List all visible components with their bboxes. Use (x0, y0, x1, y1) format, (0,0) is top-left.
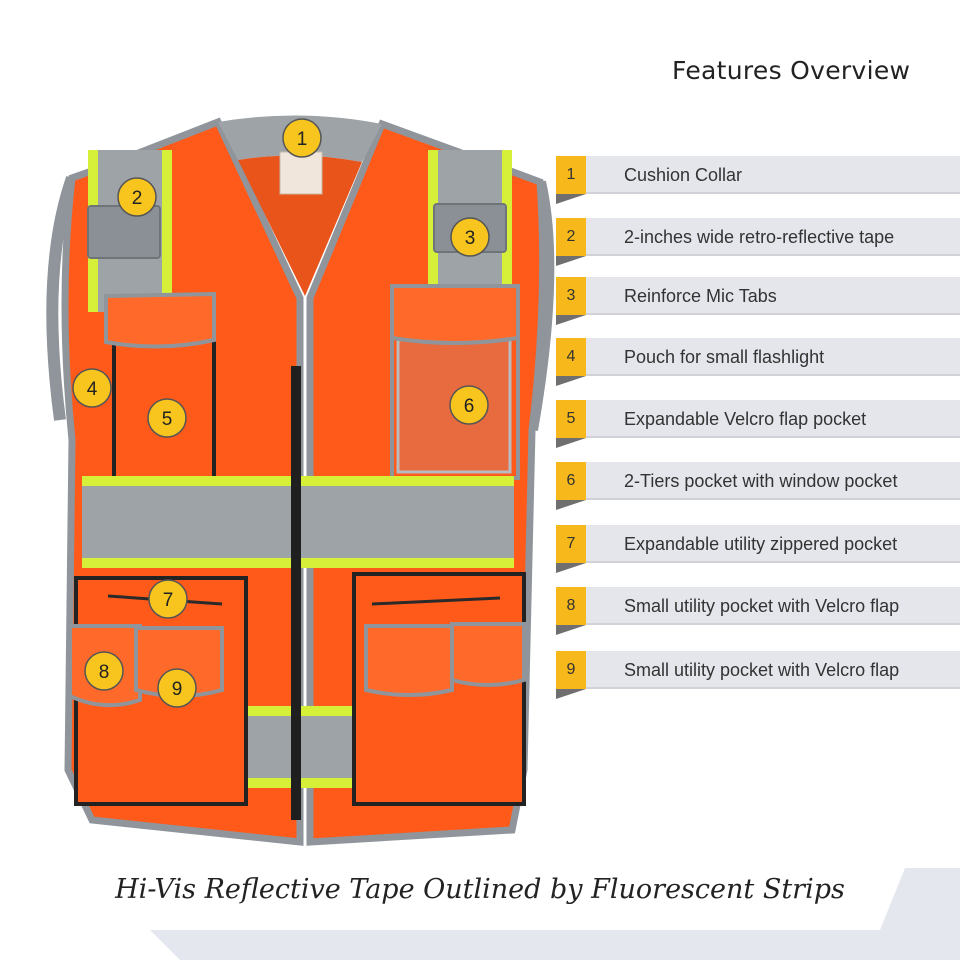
marker-1 (283, 119, 321, 157)
feature-row-1 (556, 156, 960, 194)
collar-tag (280, 152, 322, 194)
marker-5 (148, 399, 186, 437)
chest-pocket-right-flap (392, 286, 518, 343)
feature-number: 1 (556, 156, 586, 194)
features-heading: Features Overview (672, 56, 911, 85)
caption: Hi-Vis Reflective Tape Outlined by Fluorescent Strips (115, 874, 845, 905)
marker-label: 7 (162, 590, 174, 611)
feature-bar (586, 587, 960, 625)
feature-bar (586, 338, 960, 376)
feature-bar (586, 218, 960, 256)
feature-label: Small utility pocket with Velcro flap (624, 596, 900, 616)
feature-number: 9 (556, 651, 586, 689)
feature-number: 8 (556, 587, 586, 625)
feature-label: Pouch for small flashlight (624, 347, 825, 367)
feature-bar (586, 277, 960, 315)
marker-6 (450, 386, 488, 424)
marker-8 (85, 652, 123, 690)
feature-tick (556, 689, 586, 699)
feature-label: Expandable Velcro flap pocket (624, 409, 867, 429)
feature-number: 6 (556, 462, 586, 500)
feature-label: 2-inches wide retro-reflective tape (624, 227, 895, 247)
marker-label: 2 (131, 188, 143, 209)
feature-row-3 (556, 277, 960, 315)
mic-tab-left (88, 206, 160, 258)
feature-tick (556, 500, 586, 510)
feature-number: 7 (556, 525, 586, 563)
marker-label: 6 (463, 396, 475, 417)
feature-number: 4 (556, 338, 586, 376)
marker-label: 9 (171, 679, 183, 700)
feature-number: 5 (556, 400, 586, 438)
feature-number: 3 (556, 277, 586, 315)
lower-pocket-right-flap-a (366, 626, 452, 695)
feature-label: Reinforce Mic Tabs (624, 286, 777, 306)
feature-bar (586, 525, 960, 563)
feature-label: Small utility pocket with Velcro flap (624, 660, 900, 680)
marker-3 (451, 218, 489, 256)
feature-row-8 (556, 587, 960, 625)
feature-tick (556, 438, 586, 448)
marker-2 (118, 178, 156, 216)
feature-label: Expandable utility zippered pocket (624, 534, 898, 554)
marker-label: 4 (86, 379, 98, 400)
marker-label: 5 (161, 409, 173, 430)
feature-label: 2-Tiers pocket with window pocket (624, 471, 898, 491)
marker-9 (158, 669, 196, 707)
feature-row-9 (556, 651, 960, 689)
marker-label: 8 (98, 662, 110, 683)
feature-label: Cushion Collar (624, 165, 743, 185)
marker-4 (73, 369, 111, 407)
feature-tick (556, 315, 586, 325)
marker-label: 1 (296, 129, 308, 150)
feature-tick (556, 256, 586, 266)
feature-tick (556, 194, 586, 204)
feature-row-2 (556, 218, 960, 256)
feature-bar (586, 156, 960, 194)
lower-pocket-right-flap-b (452, 624, 524, 685)
feature-bar (586, 651, 960, 689)
feature-bar (586, 462, 960, 500)
marker-7 (149, 580, 187, 618)
feature-bar (586, 400, 960, 438)
feature-row-4 (556, 338, 960, 376)
feature-row-6 (556, 462, 960, 500)
feature-tick (556, 376, 586, 386)
feature-row-5 (556, 400, 960, 438)
bottom-band-stripe (150, 930, 960, 960)
feature-row-7 (556, 525, 960, 563)
feature-tick (556, 625, 586, 635)
feature-tick (556, 563, 586, 573)
feature-number: 2 (556, 218, 586, 256)
marker-label: 3 (464, 228, 476, 249)
chest-pocket-left-flap (106, 294, 214, 347)
